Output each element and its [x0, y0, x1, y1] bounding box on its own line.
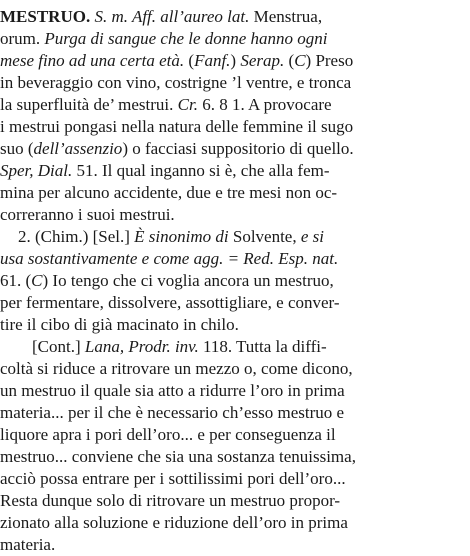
entry-line [0, 358, 462, 380]
entry-text-segment: Resta dunque solo di ritrovare un mestruo propor- [0, 491, 341, 510]
entry-line [0, 28, 462, 50]
entry-text-segment: acciò possa entrare per i sottilissimi pori dell’oro... [0, 469, 346, 488]
entry-text-segment: per fermentare, dissolvere, assottigliare, e conver- [0, 293, 340, 312]
entry-line [0, 94, 462, 116]
entry-text-segment: È sinonimo di [134, 227, 229, 246]
entry-text-segment: 2. (Chim.) [Sel.] [18, 227, 135, 246]
entry-text-segment: Purga di sangue che le donne hanno ogni [44, 29, 328, 48]
entry-text-segment: correranno i suoi mestrui. [0, 205, 175, 224]
entry-text-segment: suo ( [0, 139, 34, 158]
entry-line [0, 446, 462, 468]
entry-line [0, 6, 462, 28]
entry-text-segment: 61. ( [0, 271, 32, 290]
entry-text-segment: orum. [0, 29, 45, 48]
entry-text-segment: mina per alcuno accidente, due e tre mesi non oc- [0, 183, 338, 202]
entry-text-segment: in beveraggio con vino, costrigne ’l ventre, e tronca [0, 73, 352, 92]
entry-text-segment: Cr. [177, 95, 198, 114]
entry-text-segment: dell’assenzio [33, 139, 123, 158]
entry-line [0, 226, 462, 248]
entry-line [0, 292, 462, 314]
entry-line [0, 424, 462, 446]
entry-text-segment: Fanf. [194, 51, 231, 70]
entry-text-segment: mestruo... conviene che sia una sostanza tenuissima, [0, 447, 356, 466]
entry-line [0, 380, 462, 402]
entry-text-segment: ) o facciasi suppositorio di quello. [122, 139, 354, 158]
entry-line [0, 490, 462, 512]
entry-line [0, 204, 462, 226]
entry-headword: MESTRUO. [0, 7, 91, 26]
entry-line [0, 182, 462, 204]
entry-text-segment: materia... per il che è necessario ch’esso mestruo e [0, 403, 345, 422]
entry-line [0, 512, 462, 534]
entry-text-segment: mese fino ad una certa età. [0, 51, 185, 70]
entry-text-segment: [Cont.] [32, 337, 85, 356]
entry-line [0, 468, 462, 490]
entry-text-segment: liquore apra i pori dell’oro... e per conseguenza il [0, 425, 336, 444]
entry-line [0, 160, 462, 182]
entry-text-segment: la superfluità de’ mestrui. [0, 95, 178, 114]
entry-text-segment: tire il cibo di già macinato in chilo. [0, 315, 239, 334]
entry-line [0, 314, 462, 336]
entry-line [0, 336, 462, 358]
entry-line [0, 50, 462, 72]
entry-text-segment: 118. Tutta la diffi- [198, 337, 327, 356]
entry-line [0, 534, 462, 556]
entry-text-segment: ( [184, 51, 195, 70]
entry-text-segment: ) [230, 51, 241, 70]
entry-text-segment: usa sostantivamente e come agg. = Red. Esp. nat. [0, 249, 339, 268]
entry-line [0, 402, 462, 424]
dictionary-entry-mestruo [0, 6, 462, 556]
entry-line [0, 248, 462, 270]
entry-text-segment: materia. [0, 535, 56, 554]
entry-text-segment: zionato alla soluzione e riduzione dell’oro in prima [0, 513, 348, 532]
entry-text-segment: ) Io tengo che ci voglia ancora un mestruo, [42, 271, 334, 290]
entry-text-segment: ( [284, 51, 295, 70]
entry-text-segment: un mestruo il quale sia atto a ridurre l’oro in prima [0, 381, 345, 400]
entry-line [0, 270, 462, 292]
entry-text-segment: C [31, 271, 43, 290]
entry-text-segment: 51. Il qual inganno si è, che alla fem- [72, 161, 330, 180]
entry-text-segment: Sper, Dial. [0, 161, 73, 180]
entry-text-segment: Solvente, [228, 227, 301, 246]
entry-line [0, 138, 462, 160]
entry-text-segment: e si [300, 227, 324, 246]
entry-text-segment: C [294, 51, 306, 70]
entry-text-segment: Menstrua, [249, 7, 323, 26]
entry-text-segment: S. m. Aff. all’aureo lat. [94, 7, 250, 26]
entry-line [0, 116, 462, 138]
entry-text-segment: i mestrui pongasi nella natura delle femmine il sugo [0, 117, 354, 136]
entry-text-segment: 6. 8 1. A provocare [197, 95, 332, 114]
entry-text-segment: Lana, Prodr. inv. [84, 337, 199, 356]
entry-line [0, 72, 462, 94]
entry-text-segment: Serap. [240, 51, 285, 70]
entry-text-segment: coltà si riduce a ritrovare un mezzo o, come dicono, [0, 359, 353, 378]
entry-text-segment: ) Preso [305, 51, 354, 70]
